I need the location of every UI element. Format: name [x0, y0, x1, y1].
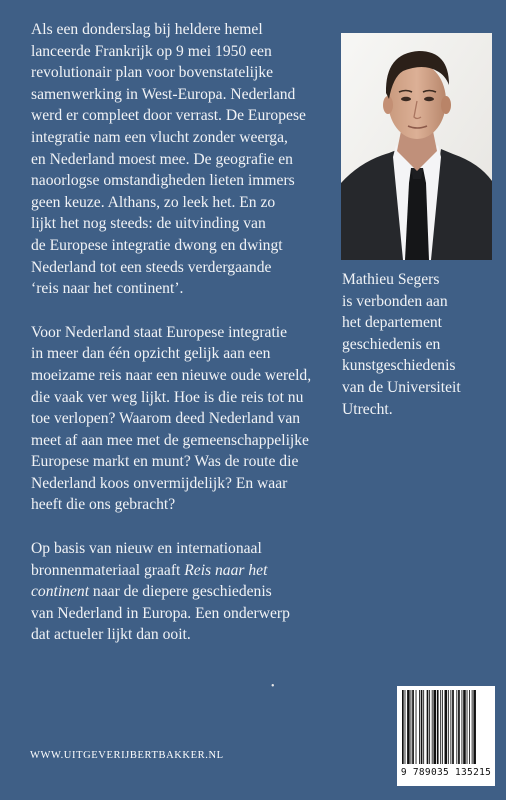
- barcode-bar: [423, 690, 424, 764]
- text-line: dat actueler lijkt dan ooit.: [31, 626, 191, 644]
- barcode-bar: [440, 690, 441, 764]
- text-line: samenwerking in West-Europa. Nederland: [31, 85, 296, 103]
- barcode-bar: [419, 690, 420, 764]
- text-line: naoorlogse omstandigheden lieten immers: [31, 172, 295, 190]
- text-line: werd er compleet door verrast. De Europese: [31, 107, 306, 125]
- text-line: en Nederland moest mee. De geografie en: [31, 150, 293, 168]
- text-line: revolutionair plan voor bovenstatelijke: [31, 64, 274, 82]
- text-line: toe verlopen? Waarom deed Nederland van: [31, 410, 301, 428]
- author-bio: [342, 269, 502, 420]
- text-line: heeft die ons gebracht?: [31, 496, 176, 514]
- barcode-bar: [472, 690, 473, 764]
- book-title-italic: Reis naar het: [184, 561, 268, 579]
- text-line: naar de diepere geschiedenis: [89, 583, 272, 601]
- barcode-bar: [416, 690, 417, 764]
- paragraph-2: [31, 322, 331, 516]
- barcode-bar: [411, 690, 412, 764]
- publisher-website: WWW.UITGEVERIJBERTBAKKER.NL: [30, 750, 224, 761]
- text-line: lijkt het nog steeds: de uitvinding van: [31, 215, 266, 233]
- barcode-bar: [463, 690, 466, 764]
- text-line: de Europese integratie dwong en dwingt: [31, 236, 283, 254]
- barcode-bar: [412, 690, 414, 764]
- barcode-bar: [405, 690, 406, 764]
- barcode-bar: [421, 690, 423, 764]
- paragraph-1: [31, 19, 331, 300]
- text-line: Nederland tot een steeds verdergaande: [31, 258, 272, 276]
- text-line: die vaak ver weg lijkt. Hoe is die reis tot nu: [31, 388, 304, 406]
- barcode-bar: [442, 690, 443, 764]
- text-line: moeizame reis naar een nieuwe oude wereld,: [31, 366, 312, 384]
- barcode-bar: [452, 690, 454, 764]
- barcode-bars: [402, 690, 490, 766]
- barcode-bar: [456, 690, 457, 764]
- text-line: van Nederland in Europa. Een onderwerp: [31, 604, 290, 622]
- author-photo: [341, 33, 492, 260]
- isbn-barcode: [397, 686, 495, 786]
- text-line: Voor Nederland staat Europese integratie: [31, 323, 288, 341]
- text-line: geen keuze. Althans, zo leek het. En zo: [31, 193, 276, 211]
- bio-line: geschiedenis en: [342, 335, 441, 353]
- barcode-bar: [429, 690, 430, 764]
- text-line: Europese markt en munt? Was de route die: [31, 453, 299, 471]
- dot-mark: •: [271, 681, 275, 692]
- bio-line: is verbonden aan: [342, 292, 448, 310]
- barcode-bar: [445, 690, 448, 764]
- barcode-bar: [467, 690, 468, 764]
- text-line: integratie nam een vlucht zonder weerga,: [31, 128, 288, 146]
- text-line: lanceerde Frankrijk op 9 mei 1950 een: [31, 42, 272, 60]
- bio-line: van de Universiteit: [342, 378, 461, 396]
- barcode-bar: [433, 690, 436, 764]
- bio-line: het departement: [342, 314, 443, 332]
- text-line: Als een donderslag bij heldere hemel: [31, 21, 263, 38]
- back-cover-text: [31, 19, 331, 668]
- text-line: Nederland koos onvermijdelijk? En waar: [31, 474, 288, 492]
- text-line: bronnenmateriaal graaft: [31, 561, 185, 579]
- book-title-italic: continent: [31, 583, 90, 601]
- barcode-bar: [473, 690, 476, 764]
- barcode-bar: [427, 690, 429, 764]
- barcode-bar: [469, 690, 470, 764]
- barcode-bar: [450, 690, 451, 764]
- barcode-bar: [462, 690, 463, 764]
- barcode-bar: [407, 690, 410, 764]
- barcode-bar: [432, 690, 433, 764]
- text-line: ‘reis naar het continent’.: [31, 280, 184, 298]
- barcode-bar: [402, 690, 404, 764]
- paragraph-3: [31, 538, 331, 646]
- text-line: in meer dan één opzicht gelijk aan een: [31, 345, 271, 363]
- barcode-bar: [448, 690, 449, 764]
- text-line: meet af aan mee met de gemeenschappelijke: [31, 431, 309, 449]
- author-name: Mathieu Segers: [342, 271, 440, 288]
- barcode-bar: [437, 690, 439, 764]
- barcode-bar: [458, 690, 460, 764]
- bio-line: Utrecht.: [342, 400, 393, 418]
- bio-line: kunstgeschiedenis: [342, 357, 456, 375]
- text-line: Op basis van nieuw en internationaal: [31, 540, 262, 558]
- isbn-number: 9 789035 135215: [400, 767, 492, 778]
